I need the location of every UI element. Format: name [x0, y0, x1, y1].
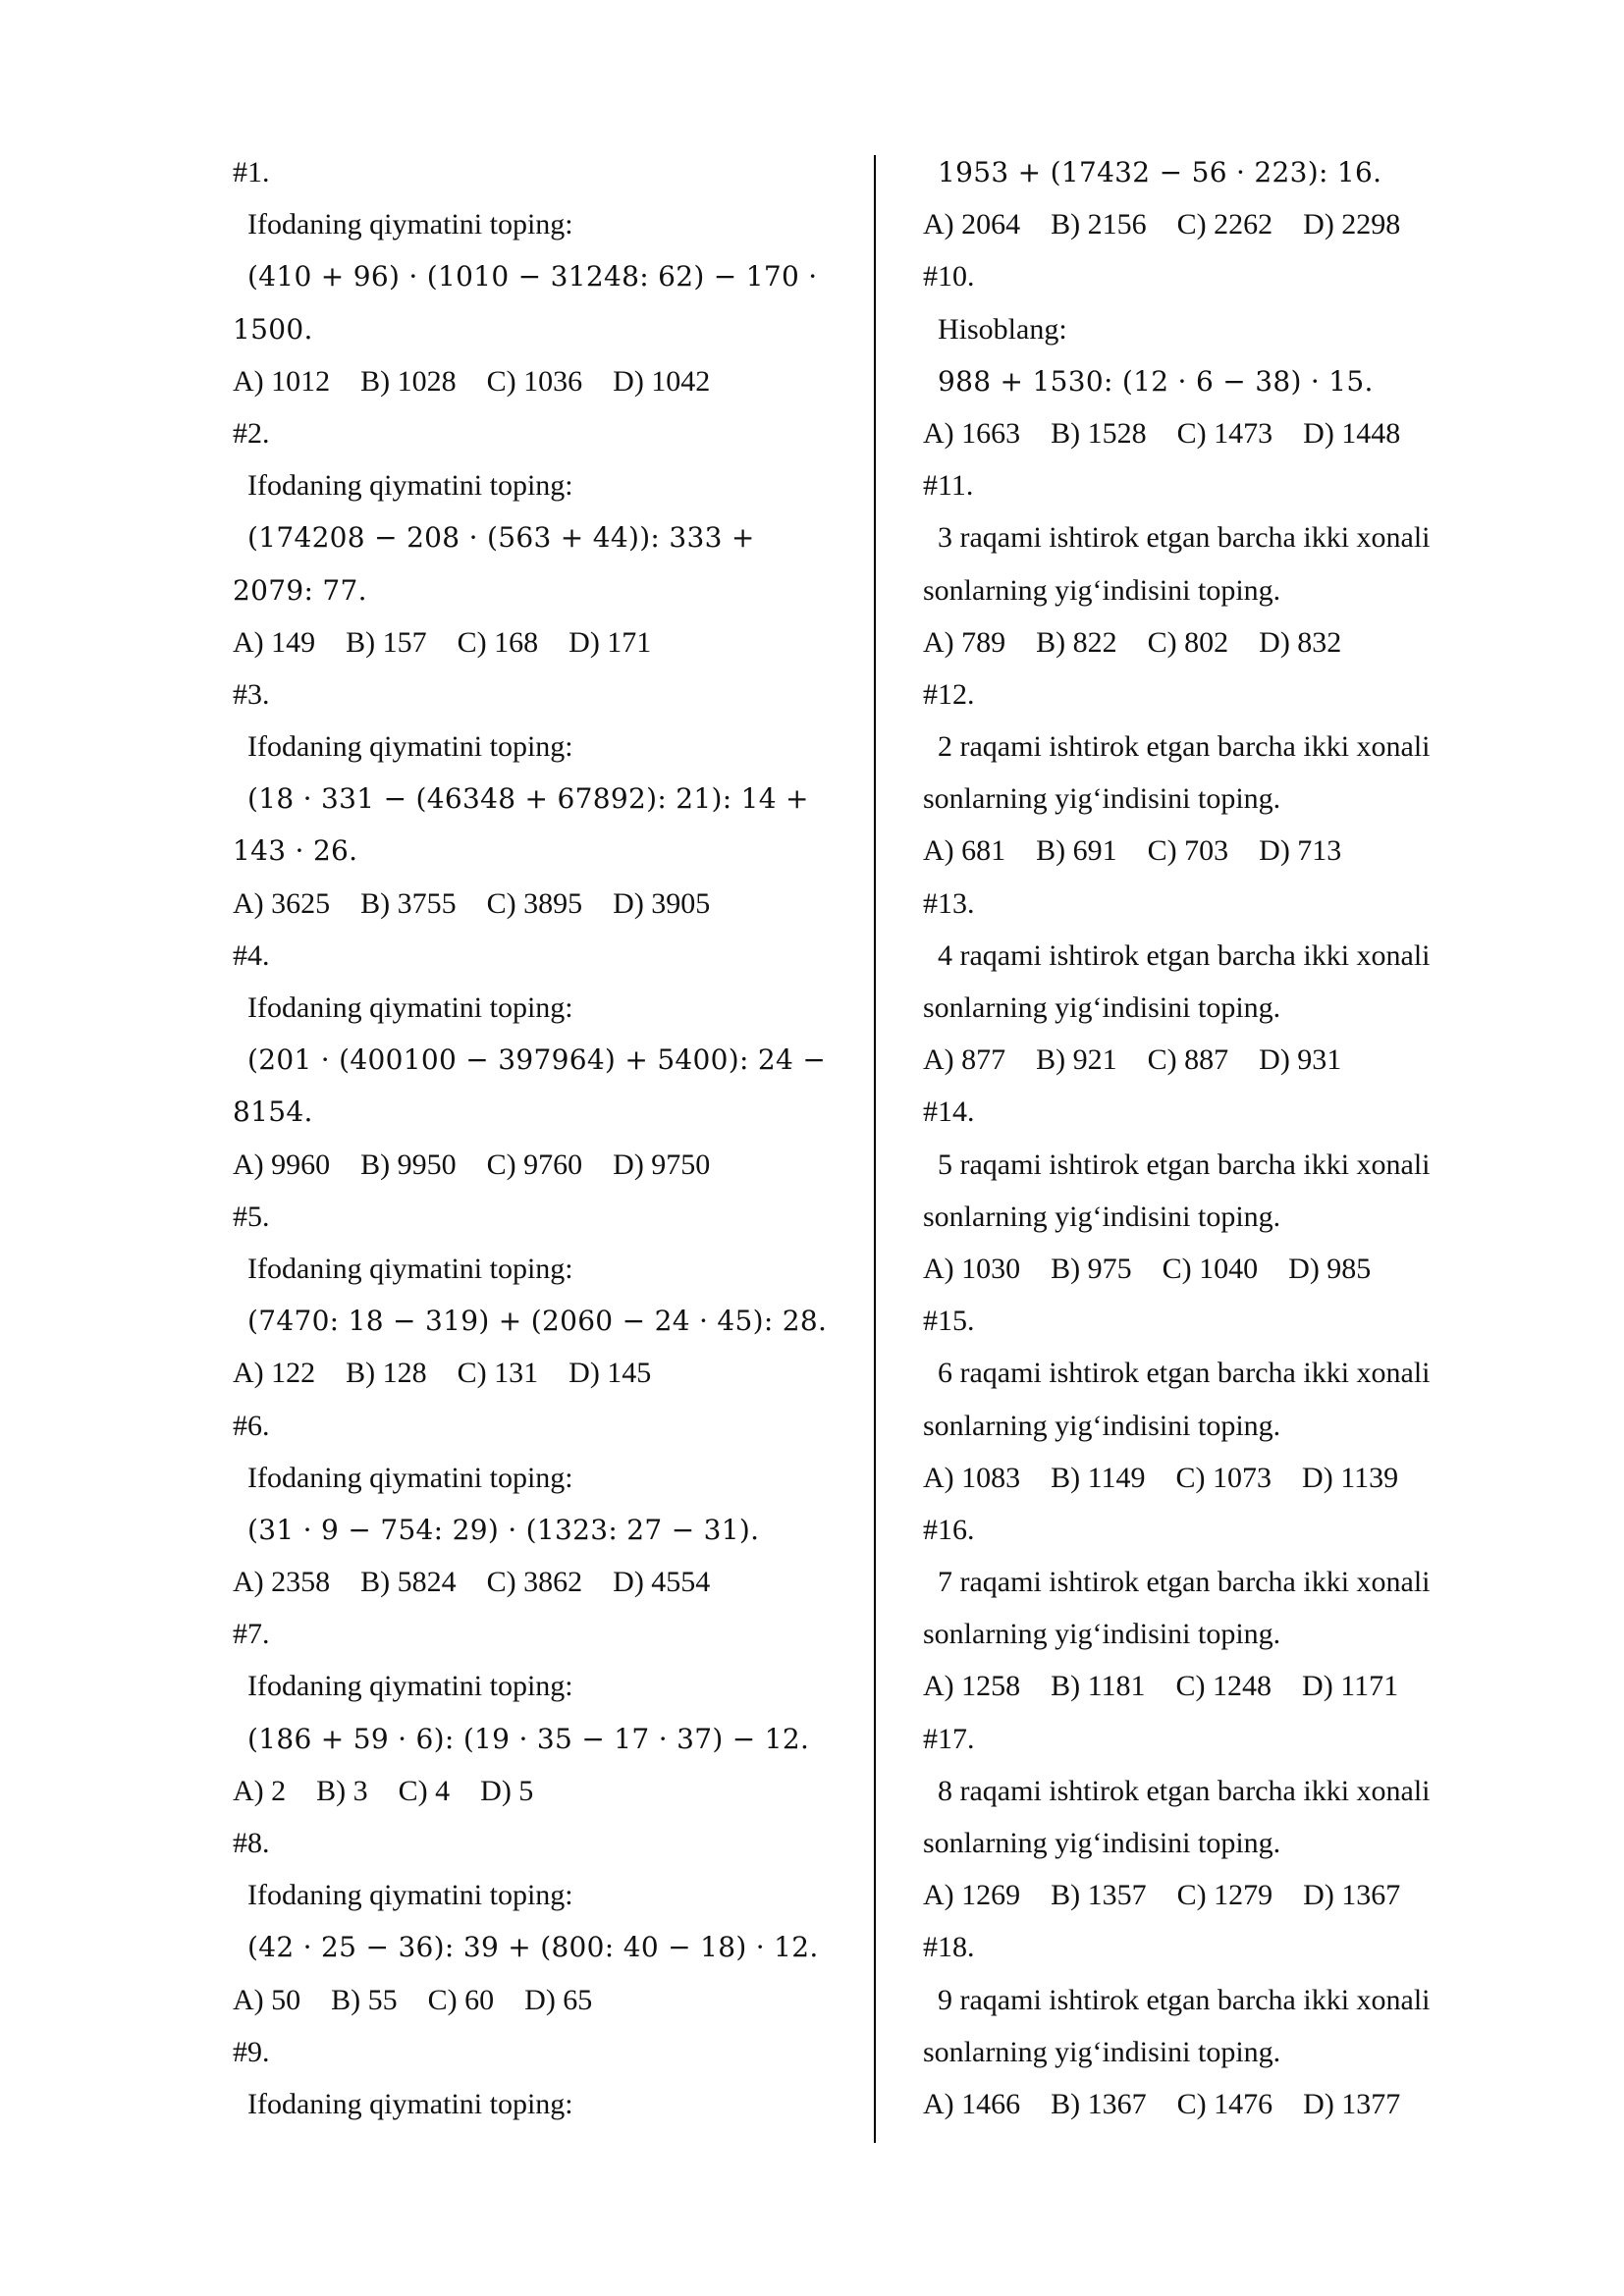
answer-option: D) 3905 — [613, 886, 711, 920]
math-expression: 8154. — [233, 1095, 313, 1129]
question-number: #14. — [923, 1095, 975, 1129]
answer-option: B) 822 — [1036, 625, 1117, 659]
math-expression: 2079: 77. — [233, 573, 367, 607]
answer-option: B) 3 — [316, 1774, 368, 1807]
answer-option: A) 149 — [233, 625, 316, 659]
answer-option: D) 5 — [480, 1774, 534, 1807]
answer-option: B) 1357 — [1051, 1879, 1147, 1912]
answer-options — [923, 1869, 1473, 1921]
answer-option: B) 1367 — [1051, 2087, 1147, 2120]
column-divider — [874, 155, 876, 2143]
question-prompt: Ifodaning qiymatini toping: — [247, 2087, 573, 2120]
answer-options — [233, 616, 861, 668]
question-number: #11. — [923, 469, 974, 503]
question-prompt: Hisoblang: — [938, 312, 1067, 346]
question-prompt: Ifodaning qiymatini toping: — [247, 469, 573, 503]
answer-option: A) 3625 — [233, 886, 331, 920]
answer-option: C) 1248 — [1175, 1670, 1272, 1703]
answer-option: C) 1473 — [1176, 416, 1273, 450]
answer-option: D) 1042 — [613, 364, 711, 398]
answer-option: D) 171 — [568, 625, 652, 659]
question-prompt-continued: sonlarning yig‘indisini toping. — [923, 782, 1281, 816]
answer-option: D) 985 — [1288, 1252, 1372, 1285]
answer-options — [923, 1243, 1473, 1295]
question-prompt: Ifodaning qiymatini toping: — [247, 1461, 573, 1494]
question-prompt: 5 raqami ishtirok etgan barcha ikki xonali — [938, 1148, 1431, 1181]
right-column — [923, 146, 1473, 2130]
question-prompt: Ifodaning qiymatini toping: — [247, 991, 573, 1024]
answer-option: B) 157 — [346, 625, 427, 659]
answer-option: B) 55 — [331, 1983, 398, 2016]
answer-option: B) 1181 — [1051, 1670, 1146, 1703]
question-prompt-continued: sonlarning yig‘indisini toping. — [923, 1409, 1281, 1442]
answer-option: C) 3862 — [486, 1566, 583, 1599]
answer-options — [233, 1347, 861, 1399]
question-number: #17. — [923, 1722, 975, 1755]
answer-option: D) 65 — [524, 1983, 593, 2016]
answer-option: C) 2262 — [1176, 208, 1273, 241]
question-prompt: 6 raqami ishtirok etgan barcha ikki xonali — [938, 1357, 1431, 1390]
answer-option: C) 1040 — [1162, 1252, 1259, 1285]
answer-option: B) 2156 — [1051, 208, 1147, 241]
question-number: #15. — [923, 1305, 975, 1338]
question-number: #8. — [233, 1827, 270, 1859]
math-expression: (186 + 59 · 6): (19 · 35 − 17 · 37) − 12. — [247, 1722, 810, 1755]
math-expression: (42 · 25 − 36): 39 + (800: 40 − 18) · 12. — [247, 1931, 819, 1964]
answer-option: B) 921 — [1036, 1043, 1117, 1077]
question-prompt: Ifodaning qiymatini toping: — [247, 1879, 573, 1912]
answer-option: B) 128 — [346, 1357, 427, 1390]
answer-option: B) 1528 — [1051, 416, 1147, 450]
answer-options — [233, 878, 861, 930]
question-prompt: 7 raqami ishtirok etgan barcha ikki xonali — [938, 1566, 1431, 1599]
question-prompt-continued: sonlarning yig‘indisini toping. — [923, 1618, 1281, 1651]
question-prompt: 2 raqami ishtirok etgan barcha ikki xonali — [938, 730, 1431, 764]
answer-option: A) 2358 — [233, 1566, 331, 1599]
answer-options — [923, 198, 1473, 250]
answer-option: C) 1279 — [1176, 1879, 1273, 1912]
answer-options — [233, 1974, 861, 2026]
answer-option: B) 1028 — [360, 364, 457, 398]
answer-option: D) 1171 — [1302, 1670, 1399, 1703]
question-prompt: 4 raqami ishtirok etgan barcha ikki xonali — [938, 938, 1431, 972]
answer-option: A) 877 — [923, 1043, 1006, 1077]
answer-option: B) 691 — [1036, 834, 1117, 868]
question-number: #4. — [233, 938, 270, 972]
answer-option: D) 9750 — [613, 1148, 711, 1181]
question-prompt-continued: sonlarning yig‘indisini toping. — [923, 1827, 1281, 1859]
question-number: #7. — [233, 1618, 270, 1651]
question-prompt-continued: sonlarning yig‘indisini toping. — [923, 2035, 1281, 2068]
answer-option: D) 145 — [568, 1357, 652, 1390]
answer-option: B) 3755 — [360, 886, 457, 920]
answer-option: D) 1377 — [1303, 2087, 1401, 2120]
math-expression: 143 · 26. — [233, 834, 358, 868]
question-number: #1. — [233, 156, 270, 188]
answer-option: A) 1083 — [923, 1461, 1021, 1494]
answer-option: C) 131 — [457, 1357, 539, 1390]
answer-option: A) 1269 — [923, 1879, 1021, 1912]
math-expression: (18 · 331 − (46348 + 67892): 21): 14 + — [247, 782, 809, 816]
answer-option: A) 50 — [233, 1983, 301, 2016]
question-prompt-continued: sonlarning yig‘indisini toping. — [923, 991, 1281, 1024]
answer-options — [923, 1452, 1473, 1504]
question-number: #9. — [233, 2035, 270, 2068]
answer-option: C) 887 — [1147, 1043, 1229, 1077]
left-column — [233, 146, 861, 2130]
math-expression: (410 + 96) · (1010 − 31248: 62) − 170 · — [247, 260, 818, 294]
answer-option: C) 9760 — [486, 1148, 583, 1181]
question-number: #5. — [233, 1200, 270, 1233]
answer-option: D) 713 — [1259, 834, 1342, 868]
answer-option: D) 1139 — [1302, 1461, 1399, 1494]
question-number: #2. — [233, 416, 270, 450]
question-number: #6. — [233, 1409, 270, 1442]
answer-option: A) 122 — [233, 1357, 316, 1390]
answer-options — [233, 355, 861, 407]
answer-option: B) 975 — [1051, 1252, 1132, 1285]
answer-option: A) 1030 — [923, 1252, 1021, 1285]
math-expression: 1500. — [233, 312, 313, 346]
answer-option: D) 2298 — [1303, 208, 1401, 241]
answer-options — [923, 1034, 1473, 1086]
question-prompt-continued: sonlarning yig‘indisini toping. — [923, 1200, 1281, 1233]
answer-option: D) 4554 — [613, 1566, 711, 1599]
answer-options — [923, 1660, 1473, 1712]
question-prompt: 3 raqami ishtirok etgan barcha ikki xonali — [938, 521, 1431, 555]
question-number: #16. — [923, 1513, 975, 1546]
answer-option: D) 832 — [1259, 625, 1342, 659]
question-number: #10. — [923, 260, 975, 294]
math-expression: 988 + 1530: (12 · 6 − 38) · 15. — [938, 364, 1374, 398]
answer-option: A) 1258 — [923, 1670, 1021, 1703]
answer-option: D) 1448 — [1303, 416, 1401, 450]
question-number: #13. — [923, 886, 975, 920]
question-number: #3. — [233, 677, 270, 711]
answer-option: A) 789 — [923, 625, 1006, 659]
answer-options — [923, 2078, 1473, 2130]
answer-option: A) 2064 — [923, 208, 1021, 241]
answer-option: A) 9960 — [233, 1148, 331, 1181]
question-number: #12. — [923, 677, 975, 711]
answer-options — [923, 825, 1473, 877]
question-prompt: Ifodaning qiymatini toping: — [247, 208, 573, 241]
answer-option: B) 5824 — [360, 1566, 457, 1599]
answer-options — [233, 1765, 861, 1817]
math-expression: (201 · (400100 − 397964) + 5400): 24 − — [247, 1043, 827, 1077]
question-prompt: Ifodaning qiymatini toping: — [247, 1252, 573, 1285]
question-prompt: Ifodaning qiymatini toping: — [247, 730, 573, 764]
answer-option: D) 931 — [1259, 1043, 1342, 1077]
answer-options — [923, 407, 1473, 459]
answer-option: C) 4 — [398, 1774, 451, 1807]
math-expression: (174208 − 208 · (563 + 44)): 333 + — [247, 521, 755, 555]
answer-options — [233, 1556, 861, 1608]
math-expression: (7470: 18 − 319) + (2060 − 24 · 45): 28. — [247, 1305, 828, 1338]
question-prompt: 8 raqami ishtirok etgan barcha ikki xonali — [938, 1774, 1431, 1807]
question-number: #18. — [923, 1931, 975, 1964]
math-expression: (31 · 9 − 754: 29) · (1323: 27 − 31). — [247, 1513, 760, 1546]
answer-option: C) 802 — [1147, 625, 1229, 659]
answer-option: A) 681 — [923, 834, 1006, 868]
answer-option: C) 1036 — [486, 364, 583, 398]
answer-option: C) 1073 — [1175, 1461, 1272, 1494]
math-expression: 1953 + (17432 − 56 · 223): 16. — [938, 156, 1382, 188]
question-prompt: 9 raqami ishtirok etgan barcha ikki xonali — [938, 1983, 1431, 2016]
answer-option: C) 703 — [1147, 834, 1229, 868]
answer-option: C) 168 — [457, 625, 539, 659]
answer-option: A) 1466 — [923, 2087, 1021, 2120]
answer-option: C) 3895 — [486, 886, 583, 920]
answer-option: A) 1663 — [923, 416, 1021, 450]
answer-options — [233, 1139, 861, 1191]
answer-option: B) 1149 — [1051, 1461, 1146, 1494]
answer-options — [923, 616, 1473, 668]
answer-option: D) 1367 — [1303, 1879, 1401, 1912]
answer-option: C) 60 — [427, 1983, 495, 2016]
answer-option: A) 2 — [233, 1774, 287, 1807]
answer-option: A) 1012 — [233, 364, 331, 398]
answer-option: C) 1476 — [1176, 2087, 1273, 2120]
question-prompt-continued: sonlarning yig‘indisini toping. — [923, 573, 1281, 607]
answer-option: B) 9950 — [360, 1148, 457, 1181]
question-prompt: Ifodaning qiymatini toping: — [247, 1670, 573, 1703]
